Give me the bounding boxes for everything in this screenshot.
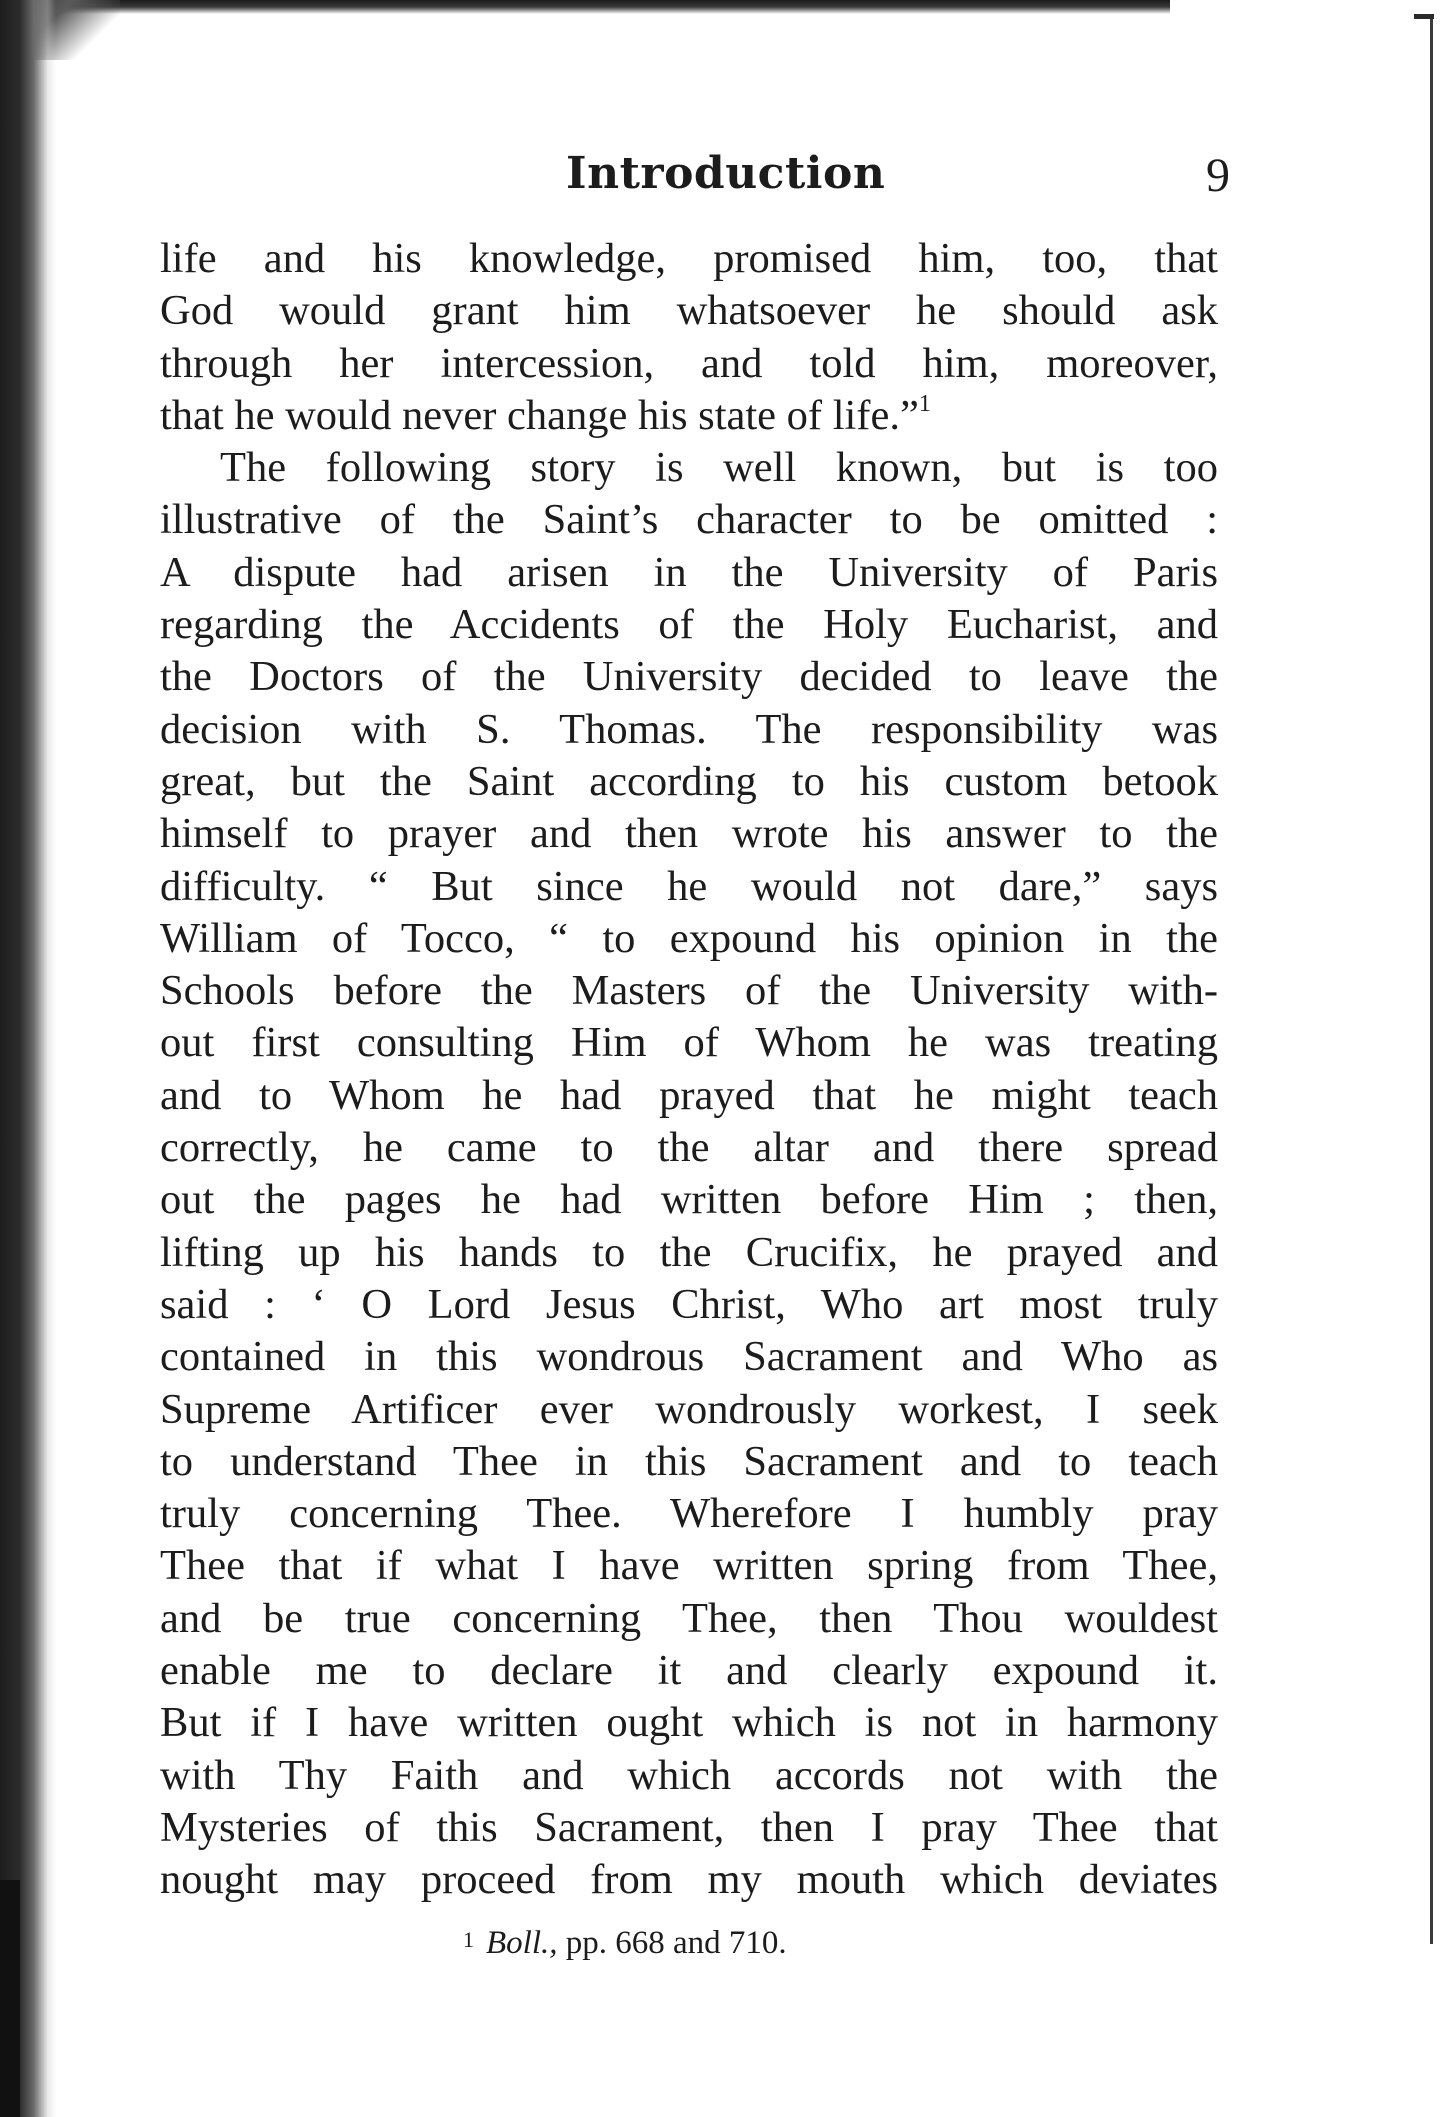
text-line: the Doctors of the University decided to leave the xyxy=(160,653,1218,701)
text-line: with Thy Faith and which accords not with the xyxy=(160,1751,1218,1799)
text-line: Supreme Artificer ever wondrously workest, I seek xyxy=(160,1385,1218,1433)
text-line: But if I have written ought which is not in harmony xyxy=(160,1699,1218,1747)
text-line-paragraph-start: The following story is well known, but is too xyxy=(220,444,1218,492)
text-line: great, but the Saint according to his custom betook xyxy=(160,757,1218,805)
text-line: decision with S. Thomas. The responsibility was xyxy=(160,705,1218,753)
text-line: to understand Thee in this Sacrament and to teach xyxy=(160,1437,1218,1485)
text-line: through her intercession, and told him, moreover, xyxy=(160,339,1218,387)
text-line: illustrative of the Saint’s character to be omitted : xyxy=(160,496,1218,544)
text-line: Mysteries of this Sacrament, then I pray Thee that xyxy=(160,1803,1218,1851)
text-line: correctly, he came to the altar and there spread xyxy=(160,1124,1218,1172)
text-line: himself to prayer and then wrote his answer to the xyxy=(160,810,1218,858)
text-line: God would grant him whatsoever he should ask xyxy=(160,287,1218,335)
text-line: and be true concerning Thee, then Thou wouldest xyxy=(160,1594,1218,1642)
text-line: difficulty. “ But since he would not dare,” says xyxy=(160,862,1218,910)
text-line: out first consulting Him of Whom he was treating xyxy=(160,1019,1218,1067)
text-line: said : ‘ O Lord Jesus Christ, Who art most truly xyxy=(160,1280,1218,1328)
text-line: regarding the Accidents of the Holy Eucharist, and xyxy=(160,601,1218,649)
body-text xyxy=(160,233,1218,1907)
footnote-mark: 1 xyxy=(463,1927,474,1952)
running-title: Introduction xyxy=(566,148,886,199)
page-number: 9 xyxy=(1206,149,1230,202)
running-head xyxy=(170,148,1230,208)
scan-edge-right-tick xyxy=(1414,14,1434,19)
text-line-content: that he would never change his state of life.” xyxy=(160,391,919,439)
footnote xyxy=(463,1925,787,1962)
text-line xyxy=(160,390,1218,442)
footnote-source: Boll., xyxy=(486,1925,558,1961)
text-line: enable me to declare it and clearly expound it. xyxy=(160,1647,1218,1695)
text-line: life and his knowledge, promised him, too, that xyxy=(160,235,1218,282)
text-line: A dispute had arisen in the University of Paris xyxy=(160,548,1218,596)
footnote-text: pp. 668 and 710. xyxy=(557,1925,787,1961)
text-line: and to Whom he had prayed that he might teach xyxy=(160,1071,1218,1119)
text-line: nought may proceed from my mouth which deviates xyxy=(160,1856,1218,1904)
text-line: out the pages he had written before Him ; then, xyxy=(160,1176,1218,1224)
text-line: William of Tocco, “ to expound his opinion in the xyxy=(160,914,1218,962)
text-line: truly concerning Thee. Wherefore I humbly pray xyxy=(160,1490,1218,1538)
scan-edge-left xyxy=(0,0,56,2117)
text-line: contained in this wondrous Sacrament and Who as xyxy=(160,1333,1218,1381)
scan-edge-left-bottom xyxy=(0,1880,20,2117)
scan-edge-top xyxy=(0,0,1170,14)
scan-edge-right xyxy=(1430,14,1433,1944)
text-line: Thee that if what I have written spring from Thee, xyxy=(160,1542,1218,1590)
footnote-reference: 1 xyxy=(918,390,931,417)
text-line: lifting up his hands to the Crucifix, he prayed and xyxy=(160,1228,1218,1276)
text-line: Schools before the Masters of the University with- xyxy=(160,967,1218,1015)
